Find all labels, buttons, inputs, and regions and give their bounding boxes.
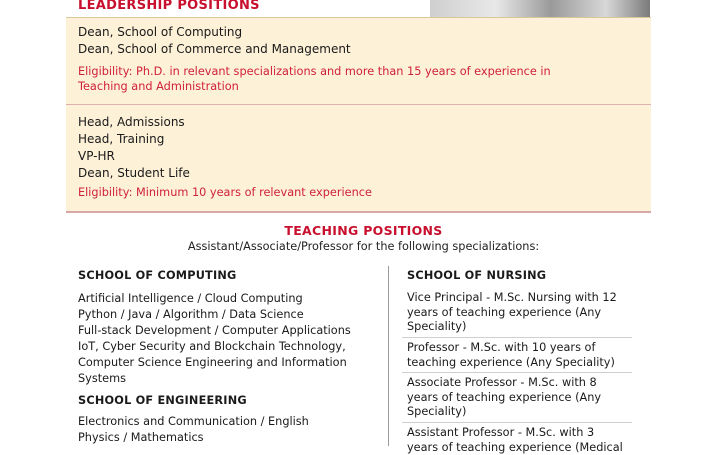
specialization-item: Physics / Mathematics: [78, 431, 204, 444]
teaching-positions-title: TEACHING POSITIONS: [284, 223, 443, 238]
nursing-position-item: Assistant Professor - M.Sc. with 3 years of teaching experience (Medical: [407, 426, 623, 454]
position-item: Dean, School of Computing: [78, 25, 243, 39]
position-item: Head, Admissions: [78, 115, 185, 129]
position-item: VP-HR: [78, 149, 115, 163]
header-photo: [430, 0, 650, 17]
nursing-separator: [402, 372, 632, 373]
leadership-group-1: [66, 17, 651, 104]
nursing-separator: [402, 337, 632, 338]
specialization-item: Computer Science Engineering and Information: [78, 356, 347, 369]
specialization-item: Systems: [78, 372, 127, 385]
school-of-engineering-title: SCHOOL OF ENGINEERING: [78, 394, 247, 407]
position-item: Dean, School of Commerce and Management: [78, 42, 351, 56]
nursing-position-item: Associate Professor - M.Sc. with 8 years of teaching experience (Any Speciality): [407, 376, 602, 418]
leadership-positions-title: LEADERSHIP POSITIONS: [78, 0, 260, 13]
position-item: Head, Training: [78, 132, 165, 146]
leadership-group-2: [66, 104, 651, 213]
nursing-separator: [402, 422, 632, 423]
eligibility-line-2: Teaching and Administration: [78, 80, 239, 93]
teaching-subtitle: Assistant/Associate/Professor for the following specializations:: [187, 240, 540, 253]
specialization-item: Artificial Intelligence / Cloud Computing: [78, 292, 303, 305]
position-item: Dean, Student Life: [78, 166, 190, 180]
eligibility-text: Eligibility: Minimum 10 years of relevant experience: [78, 186, 372, 199]
specialization-item: Full-stack Development / Computer Applications: [78, 324, 351, 337]
column-divider: [388, 266, 389, 446]
eligibility-line-1: Eligibility: Ph.D. in relevant specializations and more than 15 years of experience in: [78, 65, 551, 78]
nursing-position-item: Vice Principal - M.Sc. Nursing with 12 years of teaching experience (Any Speciality): [407, 291, 617, 333]
school-of-computing-title: SCHOOL OF COMPUTING: [78, 269, 237, 282]
specialization-item: IoT, Cyber Security and Blockchain Technology,: [78, 340, 346, 353]
school-of-nursing-title: SCHOOL OF NURSING: [407, 269, 547, 282]
nursing-position-item: Professor - M.Sc. with 10 years of teaching experience (Any Speciality): [407, 341, 615, 369]
specialization-item: Electronics and Communication / English: [78, 415, 309, 428]
specialization-item: Python / Java / Algorithm / Data Science: [78, 308, 304, 321]
